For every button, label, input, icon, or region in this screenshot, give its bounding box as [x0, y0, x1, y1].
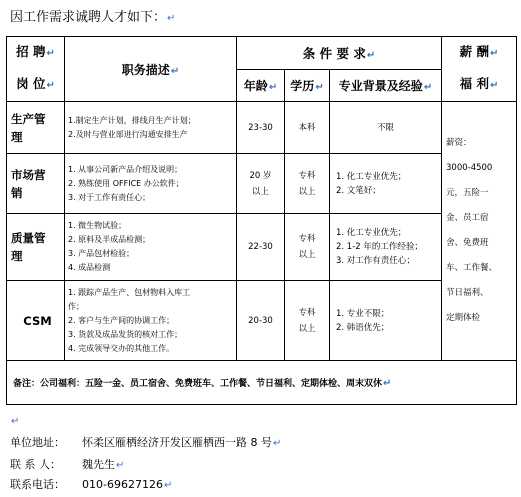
education-cell	[285, 154, 330, 214]
education-cell	[285, 281, 330, 361]
salary-line: 车、工作餐、	[446, 263, 498, 273]
education-line: 本科	[298, 122, 316, 133]
education-line: 以上	[298, 186, 316, 197]
salary-benefits-cell	[442, 102, 517, 361]
intro-text: 因工作需求诚聘人才如下：	[10, 10, 167, 25]
benefits-note-text: 备注：公司福利：五险一金、员工宿舍、免费班车、工作餐、节日福利、定期体检、周末双休	[13, 379, 383, 389]
header-description-text: 职务描述	[121, 62, 170, 77]
requirement-line: 1. 化工专业优先；	[336, 171, 407, 182]
header-major-text: 专业背景及经验	[338, 78, 423, 93]
intro-heading	[10, 6, 175, 25]
paragraph-mark-icon: ↵	[489, 48, 499, 59]
education-line: 专科	[298, 307, 316, 318]
paragraph-mark-icon: ↵	[383, 378, 392, 389]
requirement-cell	[330, 102, 442, 154]
requirement-line: 2. 1-2 年的工作经验；	[336, 242, 423, 252]
paragraph-mark-icon: ↵	[167, 13, 176, 24]
description-cell	[65, 214, 237, 281]
header-conditions-text: 条 件 要 求	[302, 45, 366, 61]
description-line: 作；	[68, 301, 84, 311]
header-conditions	[237, 37, 442, 70]
salary-line: 定期体检	[446, 313, 481, 323]
header-position-line1: 招 聘	[16, 44, 46, 59]
header-age-text: 年龄	[243, 78, 268, 93]
requirement-line: 不限	[376, 122, 394, 133]
address-value: 怀柔区雁栖经济开发区雁栖西一路 8 号	[82, 436, 272, 449]
description-line: 4. 成品检测	[68, 263, 111, 272]
position-line: 理	[11, 249, 23, 263]
description-cell	[65, 102, 237, 154]
salary-line: 元，五险一	[446, 188, 489, 198]
paragraph-mark-icon: ↵	[46, 48, 55, 59]
paragraph-mark-icon: ↵	[163, 480, 173, 491]
phone-value: 010-69627126	[82, 478, 163, 491]
description-line: 3. 对于工作有责任心；	[68, 192, 151, 202]
phone-label: 联系电话：	[10, 478, 65, 491]
paragraph-mark-icon: ↵	[489, 80, 499, 91]
description-cell	[65, 281, 237, 361]
requirement-line: 2. 韩语优先；	[336, 322, 390, 333]
description-line: 1.制定生产计划，排线月生产计划；	[68, 115, 196, 125]
salary-line: 舍、免费班	[446, 238, 489, 248]
paragraph-mark-icon: ↵	[268, 81, 278, 93]
position-line: 理	[11, 129, 23, 144]
position-line: 质量管	[11, 231, 46, 245]
description-line: 3. 产品包材检验；	[68, 249, 135, 258]
description-cell	[65, 154, 237, 214]
description-line: 1. 跟踪产品生产、包材物料入库工	[68, 287, 191, 297]
education-cell	[285, 214, 330, 281]
benefits-note	[7, 361, 517, 405]
position-quality-manager	[7, 214, 65, 281]
requirement-line: 3. 对工作有责任心；	[336, 256, 415, 266]
header-education	[285, 69, 330, 102]
description-line: 2. 熟练使用 OFFICE 办公软件；	[68, 178, 184, 188]
paragraph-mark-icon: ↵	[315, 81, 324, 93]
age-line: 20-30	[248, 315, 273, 326]
paragraph-mark-icon: ↵	[423, 81, 433, 93]
description-line: 3. 货款及成品发货的核对工作；	[68, 329, 183, 339]
header-age	[237, 69, 285, 102]
requirement-cell	[330, 281, 442, 361]
salary-line: 节日福利、	[446, 288, 489, 298]
education-line: 以上	[298, 250, 316, 260]
position-csm	[7, 281, 65, 361]
age-cell	[237, 154, 285, 214]
contact-value: 魏先生	[82, 458, 115, 471]
requirement-cell	[330, 154, 442, 214]
education-line: 专科	[298, 234, 316, 244]
header-salary	[442, 37, 517, 102]
address-label: 单位地址：	[10, 436, 65, 449]
contact-label: 联 系 人：	[10, 458, 61, 471]
requirement-line: 1. 专业不限；	[336, 308, 390, 319]
paragraph-mark-icon: ↵	[116, 460, 125, 471]
header-description	[65, 37, 237, 102]
age-cell	[237, 102, 285, 154]
education-line: 以上	[298, 323, 316, 334]
paragraph-mark-icon: ↵	[11, 416, 20, 427]
contact-line	[10, 456, 124, 472]
age-line: 20 岁	[249, 170, 272, 181]
header-position-line2: 岗 位	[16, 76, 46, 91]
paragraph-mark-icon: ↵	[170, 65, 180, 77]
description-line: 4. 完成领导交办的其他工作。	[68, 343, 175, 353]
address-line	[10, 434, 281, 450]
phone-line	[10, 476, 172, 492]
education-cell	[285, 102, 330, 154]
position-line: CSM	[23, 313, 52, 328]
header-major	[330, 69, 442, 102]
age-cell	[237, 214, 285, 281]
position-marketing	[7, 154, 65, 214]
header-salary-line1: 薪 酬	[459, 44, 489, 59]
header-education-text: 学历	[290, 78, 315, 93]
position-production-manager	[7, 102, 65, 154]
description-line: 1. 从事公司新产品介绍及说明；	[68, 164, 183, 174]
recruitment-table	[6, 36, 517, 405]
age-line: 23-30	[248, 122, 273, 133]
description-line: 2. 客户与生产间的协调工作；	[68, 315, 175, 325]
salary-line: 金、员工宿	[446, 213, 489, 223]
description-line: 2. 原料及半成品检测；	[68, 235, 151, 244]
paragraph-mark-icon: ↵	[46, 80, 55, 91]
requirement-line: 2. 文笔好；	[336, 185, 381, 196]
position-line: 市场营	[11, 167, 46, 182]
description-line: 1. 微生物试验；	[68, 221, 127, 230]
age-cell	[237, 281, 285, 361]
paragraph-mark-icon: ↵	[366, 49, 376, 61]
salary-line: 3000-4500	[446, 163, 493, 173]
age-line: 以上	[251, 186, 269, 197]
header-position	[7, 37, 65, 102]
requirement-cell	[330, 214, 442, 281]
paragraph-mark-icon: ↵	[273, 438, 282, 449]
age-line: 22-30	[248, 242, 273, 252]
requirement-line: 1. 化工专业优先；	[336, 228, 407, 238]
description-line: 2.及时与营业部进行沟通安排生产	[68, 129, 188, 139]
salary-line: 薪资：	[446, 138, 472, 148]
position-line: 销	[11, 185, 23, 200]
header-salary-line2: 福 利	[459, 76, 489, 91]
education-line: 专科	[298, 170, 316, 181]
empty-paragraph	[10, 414, 19, 427]
position-line: 生产管	[11, 111, 46, 126]
